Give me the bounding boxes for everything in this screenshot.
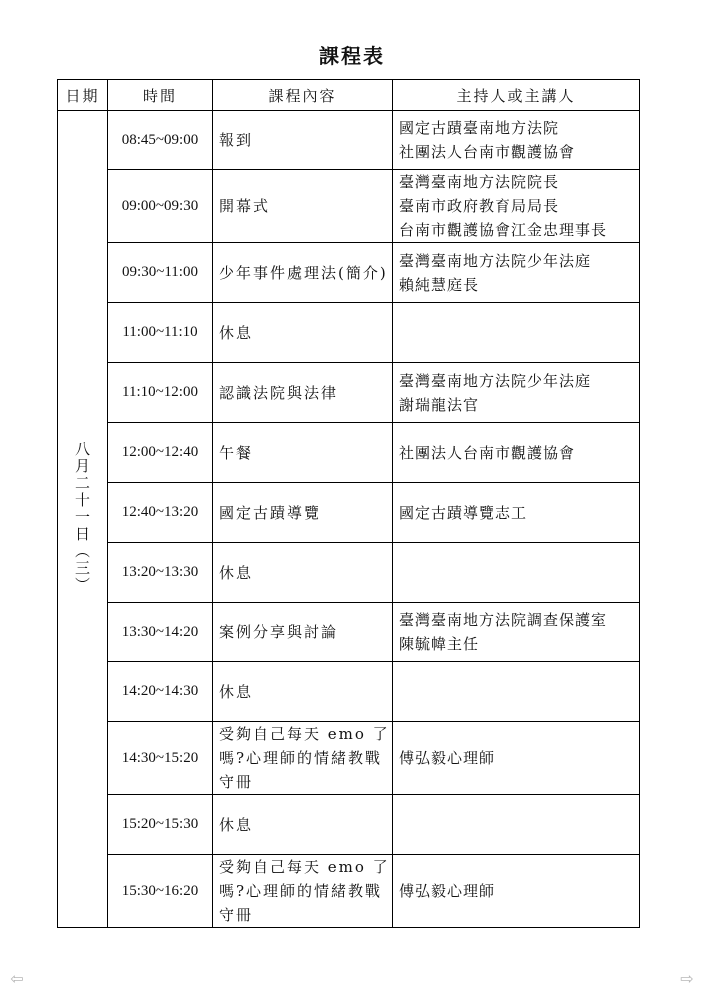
table-row (58, 303, 640, 363)
host-line: 國定古蹟臺南地方法院 (399, 119, 560, 137)
host-cell (393, 170, 640, 243)
page-title: 課程表 (319, 44, 385, 68)
host-line: 臺南市政府教育局局長 (399, 197, 560, 215)
time-cell: 12:40~13:20 (108, 483, 213, 543)
topic-line: 案例分享與討論 (219, 623, 339, 641)
host-line: 謝瑞龍法官 (399, 395, 480, 414)
topic-cell (213, 795, 393, 855)
table-row (58, 111, 640, 170)
host-line: 台南市觀護協會江金忠理事長 (399, 221, 608, 239)
topic-cell (213, 662, 393, 722)
time-cell: 09:00~09:30 (108, 170, 213, 243)
header-host: 主持人或主講人 (393, 80, 640, 111)
topic-line: 守冊 (219, 773, 254, 791)
topic-line: 守冊 (219, 906, 254, 924)
topic-cell (213, 363, 393, 423)
time-cell: 09:30~11:00 (108, 243, 213, 303)
topic-line: 少年事件處理法(簡介) (219, 263, 388, 282)
schedule-table (57, 79, 640, 928)
time-cell: 11:00~11:10 (108, 303, 213, 363)
date-cell (58, 111, 108, 928)
topic-line: 報到 (219, 131, 254, 149)
time-cell: 15:30~16:20 (108, 855, 213, 928)
table-row (58, 795, 640, 855)
host-line: 社團法人台南市觀護協會 (399, 443, 576, 462)
table-row (58, 170, 640, 243)
topic-line: 午餐 (219, 443, 254, 462)
host-line: 社團法人台南市觀護協會 (399, 143, 576, 161)
topic-line: 嗎?心理師的情緒教戰 (219, 882, 383, 900)
topic-line: 國定古蹟導覽 (219, 503, 322, 522)
header-row (58, 80, 640, 111)
topic-line: 開幕式 (219, 197, 271, 215)
topic-line: 受夠自己每天 emo 了 (219, 858, 390, 876)
topic-cell (213, 303, 393, 363)
topic-line: 休息 (219, 563, 254, 582)
table-row (58, 423, 640, 483)
time-cell: 14:20~14:30 (108, 662, 213, 722)
host-line: 陳毓幃主任 (399, 635, 480, 653)
table-row (58, 483, 640, 543)
host-line: 傅弘毅心理師 (399, 749, 496, 767)
host-cell (393, 303, 640, 363)
time-cell: 12:00~12:40 (108, 423, 213, 483)
topic-line: 休息 (219, 323, 254, 342)
host-cell (393, 603, 640, 662)
host-cell (393, 795, 640, 855)
host-line: 臺灣臺南地方法院少年法庭 (399, 251, 592, 270)
host-line: 傅弘毅心理師 (399, 882, 496, 900)
topic-cell (213, 111, 393, 170)
table-row (58, 543, 640, 603)
topic-cell (213, 603, 393, 662)
host-line: 賴純慧庭長 (399, 275, 480, 294)
arrow-left-icon[interactable]: ⇦ (10, 969, 24, 988)
host-cell (393, 363, 640, 423)
table-row (58, 662, 640, 722)
topic-line: 休息 (219, 815, 254, 834)
host-cell (393, 243, 640, 303)
host-cell (393, 855, 640, 928)
topic-cell (213, 722, 393, 795)
time-cell: 11:10~12:00 (108, 363, 213, 423)
host-cell (393, 722, 640, 795)
topic-cell (213, 170, 393, 243)
time-cell: 13:30~14:20 (108, 603, 213, 662)
host-cell (393, 111, 640, 170)
host-line: 國定古蹟導覽志工 (399, 503, 528, 522)
topic-line: 休息 (219, 682, 254, 701)
host-line: 臺灣臺南地方法院少年法庭 (399, 371, 592, 390)
host-cell (393, 662, 640, 722)
header-date: 日期 (58, 80, 108, 111)
table-row (58, 722, 640, 795)
header-time: 時間 (108, 80, 213, 111)
topic-line: 認識法院與法律 (219, 383, 339, 402)
time-cell: 08:45~09:00 (108, 111, 213, 170)
table-row (58, 363, 640, 423)
time-cell: 14:30~15:20 (108, 722, 213, 795)
topic-cell (213, 855, 393, 928)
host-cell (393, 543, 640, 603)
time-cell: 13:20~13:30 (108, 543, 213, 603)
topic-cell (213, 483, 393, 543)
table-row (58, 603, 640, 662)
topic-line: 嗎?心理師的情緒教戰 (219, 749, 383, 767)
table-row (58, 243, 640, 303)
topic-cell (213, 423, 393, 483)
header-topic: 課程內容 (213, 80, 393, 111)
host-line: 臺灣臺南地方法院院長 (399, 173, 560, 191)
table-row (58, 855, 640, 928)
time-cell: 15:20~15:30 (108, 795, 213, 855)
arrow-right-icon[interactable]: ⇨ (680, 969, 694, 988)
host-cell (393, 483, 640, 543)
topic-cell (213, 243, 393, 303)
date-text: 八月二十一日（三） (73, 440, 91, 594)
host-line: 臺灣臺南地方法院調查保護室 (399, 611, 608, 629)
topic-line: 受夠自己每天 emo 了 (219, 725, 390, 743)
host-cell (393, 423, 640, 483)
topic-cell (213, 543, 393, 603)
